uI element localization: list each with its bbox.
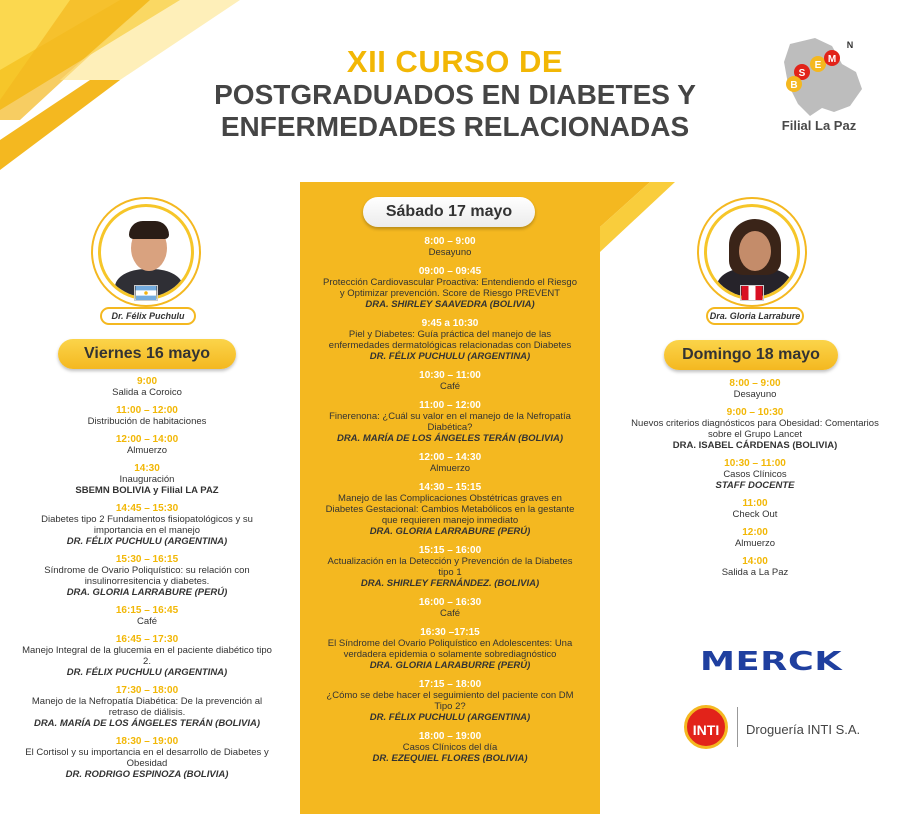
item-time: 9:45 a 10:30 [421,318,479,329]
item-description: Nuevos criterios diagnósticos para Obesidad: Comentarios sobre el Grupo Lancet [631,418,879,440]
item-speaker: DRA. GLORIA LARABURRE (PERÚ) [369,660,531,671]
peru-flag [740,285,764,301]
item-description: Síndrome de Ovario Poliquístico: su relación con insulinorresitencia y diabetes. [44,565,250,587]
inti-name: Droguería INTI S.A. [746,722,861,737]
inti-logo: INTI [684,705,728,749]
item-speaker: STAFF DOCENTE [715,480,795,491]
sunday-schedule [630,378,880,585]
item-speaker: DR. FÉLIX PUCHULU (ARGENTINA) [66,536,228,547]
item-time: 14:30 – 15:15 [418,482,482,493]
item-speaker: DR. FÉLIX PUCHULU (ARGENTINA) [369,351,531,362]
item-time: 18:00 – 19:00 [418,731,482,742]
list-item [630,378,880,400]
item-time: 09:00 – 09:45 [418,266,482,277]
item-time: 8:00 – 9:00 [424,236,476,247]
item-time: 11:00 – 12:00 [419,400,481,411]
item-description: El Cortisol y su importancia en el desarrollo de Diabetes y Obesidad [25,747,269,769]
item-speaker: DR. RODRIGO ESPINOZA (BOLIVIA) [65,769,229,780]
item-description: Almuerzo [429,463,471,474]
item-speaker: DR. EZEQUIEL FLORES (BOLIVIA) [372,753,528,764]
item-description: Almuerzo [734,538,776,549]
item-description: Almuerzo [126,445,168,456]
list-item [22,554,272,598]
argentina-flag [134,285,158,301]
list-item [320,482,580,537]
day-label-sunday: Domingo 18 mayo [664,340,838,370]
list-item [22,405,272,427]
logo-letter-b: B [790,80,798,91]
item-description: Inauguración [119,474,175,485]
day-label-saturday: Sábado 17 mayo [363,197,535,227]
item-speaker: DR. FÉLIX PUCHULU (ARGENTINA) [369,712,531,723]
item-speaker: DRA. GLORIA LARRABURE (PERÚ) [66,587,228,598]
list-item [630,458,880,491]
logo-caption: Filial La Paz [781,118,857,133]
list-item [22,503,272,547]
item-speaker: DRA. SHIRLEY SAAVEDRA (BOLIVIA) [365,299,535,310]
item-time: 11:00 – 12:00 [116,405,178,416]
item-time: 16:45 – 17:30 [115,634,179,645]
list-item [22,685,272,729]
item-description: Finerenona: ¿Cuál su valor en el manejo de la Nefropatía Diabética? [329,411,571,433]
list-item [320,679,580,723]
item-description: Distribución de habitaciones [87,416,207,427]
item-description: Café [439,381,461,392]
merck-logo: MERCK [700,647,843,677]
title-line-3: ENFERMEDADES RELACIONADAS [220,110,690,142]
item-time: 15:30 – 16:15 [115,554,179,565]
logo-letter-m: M [827,54,837,65]
item-time: 17:30 – 18:00 [115,685,179,696]
sponsor-divider [737,707,738,747]
list-item [320,731,580,764]
item-description: Manejo Integral de la glucemia en el paciente diabético tipo 2. [22,645,272,667]
friday-schedule [22,376,272,787]
item-time: 12:00 [742,527,768,538]
logo-letter-e: E [814,60,822,71]
saturday-schedule [320,236,580,772]
page-title [160,44,750,142]
item-speaker: DRA. ISABEL CÁRDENAS (BOLIVIA) [672,440,838,451]
item-description: Piel y Diabetes: Guía práctica del manejo de las enfermedades dermatológicas relacionadas con Diabetes [328,329,572,351]
item-description: Actualización en la Detección y Prevención de la Diabetes tipo 1 [327,556,573,578]
list-item [22,736,272,780]
list-item [320,370,580,392]
item-host: SBEMN BOLIVIA y Filial LA PAZ [75,485,219,496]
list-item [22,376,272,398]
item-description: Manejo de las Complicaciones Obstétricas graves en Diabetes Gestacional: Cambios Metabólicos en la gestante que requieren manejo inmediato [325,493,575,526]
item-time: 8:00 – 9:00 [729,378,781,389]
list-item [630,498,880,520]
item-time: 14:00 [742,556,768,567]
item-speaker: DRA. MARÍA DE LOS ÁNGELES TERÁN (BOLIVIA) [33,718,261,729]
item-time: 9:00 [136,376,157,387]
list-item [320,597,580,619]
item-time: 11:00 [742,498,768,509]
list-item [630,527,880,549]
item-speaker: DRA. MARÍA DE LOS ÁNGELES TERÁN (BOLIVIA) [336,433,564,444]
list-item [320,545,580,589]
item-speaker: DRA. SHIRLEY FERNÁNDEZ. (BOLIVIA) [360,578,540,589]
item-description: ¿Cómo se debe hacer el seguimiento del paciente con DM Tipo 2? [326,690,574,712]
list-item [22,434,272,456]
item-time: 14:45 – 15:30 [115,503,179,514]
item-description: Salida a La Paz [721,567,789,578]
list-item [320,452,580,474]
item-time: 17:15 – 18:00 [418,679,482,690]
item-time: 12:00 – 14:00 [115,434,179,445]
item-time: 10:30 – 11:00 [419,370,481,381]
list-item [630,556,880,578]
list-item [22,463,272,496]
item-time: 10:30 – 11:00 [724,458,786,469]
title-line-1: XII CURSO DE [346,44,564,79]
list-item [630,407,880,451]
item-description: Casos Clínicos del día [402,742,498,753]
list-item [320,318,580,362]
item-description: Desayuno [733,389,777,400]
day-label-friday: Viernes 16 mayo [58,339,236,369]
item-description: Salida a Coroico [112,387,182,398]
item-description: Café [439,608,461,619]
list-item [320,266,580,310]
item-description: Desayuno [428,247,472,258]
item-time: 18:30 – 19:00 [115,736,179,747]
list-item [22,634,272,678]
speaker-name-tag: Dra. Gloria Larrabure [706,307,804,325]
item-time: 16:15 – 16:45 [115,605,179,616]
logo-letter-n: N [846,40,854,50]
item-time: 16:30 –17:15 [420,627,480,638]
item-time: 12:00 – 14:30 [418,452,482,463]
item-description: Casos Clínicos [723,469,787,480]
list-item [320,627,580,671]
item-time: 16:00 – 16:30 [418,597,482,608]
item-description: El Síndrome del Ovario Poliquístico en Adolescentes: Una verdadera epidemia o solamente sobrediagnóstico [327,638,573,660]
item-description: Diabetes tipo 2 Fundamentos fisiopatológicos y su importancia en el manejo [41,514,253,536]
item-speaker: DR. FÉLIX PUCHULU (ARGENTINA) [66,667,228,678]
list-item [320,236,580,258]
list-item [320,400,580,444]
title-line-2: POSTGRADUADOS EN DIABETES Y [214,79,696,111]
item-speaker: DRA. GLORIA LARRABURE (PERÚ) [369,526,531,537]
item-description: Café [136,616,158,627]
list-item [22,605,272,627]
item-time: 14:30 [134,463,160,474]
logo-letter-s: S [798,68,806,79]
item-description: Check Out [732,509,778,520]
item-description: Protección Cardiovascular Proactiva: Entendiendo el Riesgo y Optimizar prevención. Score de Riesgo PREVENT [323,277,577,299]
item-time: 15:15 – 16:00 [418,545,482,556]
item-description: Manejo de la Nefropatía Diabética: De la prevención al retraso de diálisis. [31,696,263,718]
speaker-name-tag: Dr. Félix Puchulu [100,307,196,325]
item-time: 9:00 – 10:30 [726,407,784,418]
